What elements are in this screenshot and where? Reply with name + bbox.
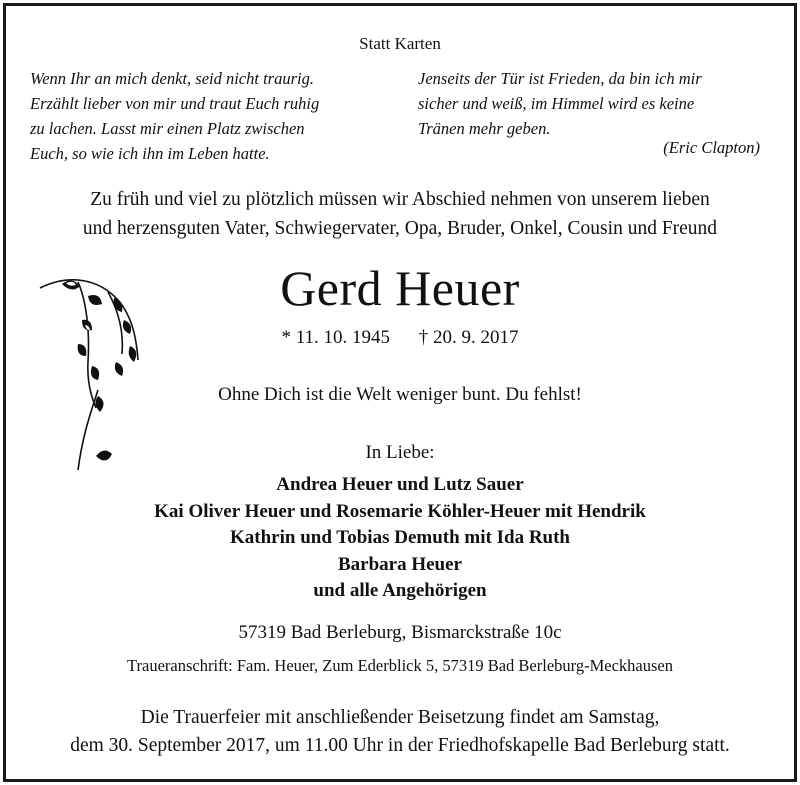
mourner-line: Barbara Heuer: [337, 553, 462, 575]
ceremony-info: [0, 704, 800, 760]
deceased-name: Gerd Heuer: [280, 260, 520, 316]
mourning-address: Traueranschrift: Fam. Heuer, Zum Ederblick 5, 57319 Bad Berleburg-Meckhausen: [127, 656, 673, 675]
quote-right-line: Jenseits der Tür ist Frieden, da bin ich mir: [418, 69, 702, 88]
quote-left: [30, 66, 390, 166]
intro-line: und herzensguten Vater, Schwiegervater, Opa, Bruder, Onkel, Cousin und Freund: [82, 218, 718, 239]
death-date: † 20. 9. 2017: [418, 327, 519, 348]
intro-line: Zu früh und viel zu plötzlich müssen wir Abschied nehmen von unserem lieben: [90, 189, 710, 210]
mourners-list: [0, 472, 800, 605]
quote-right-line: Tränen mehr geben.: [418, 119, 551, 138]
family-address: 57319 Bad Berleburg, Bismarckstraße 10c: [238, 622, 562, 643]
quote-left-line: Erzählt lieber von mir und traut Euch ruhig: [30, 94, 320, 113]
quote-left-line: zu lachen. Lasst mir einen Platz zwischen: [30, 119, 305, 138]
birth-date: * 11. 10. 1945: [281, 327, 391, 348]
ceremony-line: dem 30. September 2017, um 11.00 Uhr in der Friedhofskapelle Bad Berleburg statt.: [70, 735, 730, 756]
intro-text: [0, 185, 800, 243]
quote-author: (Eric Clapton): [663, 138, 760, 157]
mourner-line: Andrea Heuer und Lutz Sauer: [276, 474, 524, 495]
quote-right: [418, 66, 768, 160]
motto: Ohne Dich ist die Welt weniger bunt. Du fehlst!: [218, 384, 582, 405]
in-love-label: In Liebe:: [365, 442, 435, 463]
mourner-line: Kai Oliver Heuer und Rosemarie Köhler-Heuer mit Hendrik: [154, 500, 646, 522]
mourner-line: und alle Angehörigen: [313, 580, 487, 601]
ceremony-line: Die Trauerfeier mit anschließender Beisetzung findet am Samstag,: [140, 707, 660, 728]
dates: [0, 327, 800, 349]
quote-left-line: Wenn Ihr an mich denkt, seid nicht traurig.: [30, 69, 314, 88]
header-text: Statt Karten: [359, 34, 441, 53]
mourner-line: Kathrin und Tobias Demuth mit Ida Ruth: [230, 527, 570, 548]
quote-left-line: Euch, so wie ich ihn im Leben hatte.: [30, 144, 270, 163]
quote-right-line: sicher und weiß, im Himmel wird es keine: [418, 94, 695, 113]
